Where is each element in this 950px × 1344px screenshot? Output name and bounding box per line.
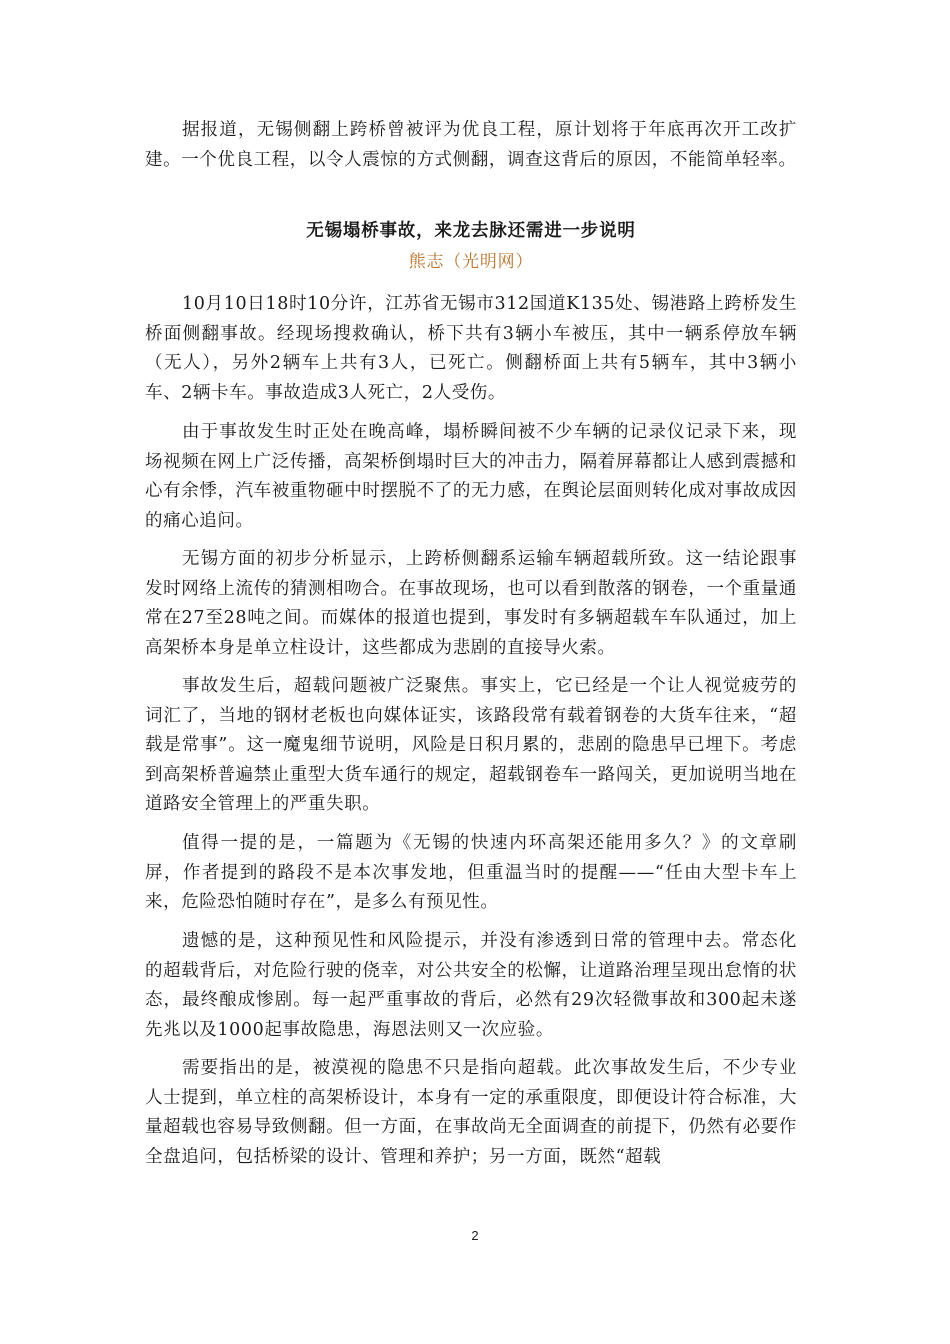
article-paragraph-7: 需要指出的是，被漠视的隐患不只是指向超载。此次事故发生后，不少专业人士提到，单立柱的高架桥设计，本身有一定的承重限度，即便设计符合标准，大量超载也容易导致侧翻。但一方面，在事故尚无全面调查的前提下，仍然有必要作全盘追问，包括桥梁的设计、管理和养护；另一方面，既然“超载 <box>145 1058 797 1167</box>
article-title: 无锡塌桥事故，来龙去脉还需进一步说明 <box>306 221 636 241</box>
intro-paragraph: 据报道，无锡侧翻上跨桥曾被评为优良工程，原计划将于年底再次开工改扩建。一个优良工程，以令人震惊的方式侧翻，调查这背后的原因，不能简单轻率。 <box>145 120 797 170</box>
article-paragraph-1: 10月10日18时10分许，江苏省无锡市312国道K135处、锡港路上跨桥发生桥面侧翻事故。经现场搜救确认，桥下共有3辆小车被压，其中一辆系停放车辆（无人），另外2辆车上共有3人，已死亡。侧翻桥面上共有5辆车，其中3辆小车、2辆卡车。事故造成3人死亡，2人受伤。 <box>145 294 797 403</box>
article-paragraph-5: 值得一提的是，一篇题为《无锡的快速内环高架还能用多久？》的文章刷屏，作者提到的路段不是本次事发地，但重温当时的提醒——“任由大型卡车上来，危险恐怕随时存在”，是多么有预见性。 <box>145 833 797 913</box>
article-paragraph-2: 由于事故发生时正处在晚高峰，塌桥瞬间被不少车辆的记录仪记录下来，现场视频在网上广泛传播，高架桥倒塌时巨大的冲击力，隔着屏幕都让人感到震撼和心有余悸，汽车被重物砸中时摆脱不了的无力感，在舆论层面则转化成对事故成因的痛心追问。 <box>145 422 797 531</box>
article-byline: 熊志（光明网） <box>408 252 534 272</box>
article-paragraph-4: 事故发生后，超载问题被广泛聚焦。事实上，它已经是一个让人视觉疲劳的词汇了，当地的钢材老板也向媒体证实，该路段常有载着钢卷的大货车往来，“超载是常事”。这一魔鬼细节说明，风险是日积月累的，悲剧的隐患早已埋下。考虑到高架桥普遍禁止重型大货车通行的规定，超载钢卷车一路闯关，更加说明当地在道路安全管理上的严重失职。 <box>145 676 797 815</box>
article-paragraph-6: 遗憾的是，这种预见性和风险提示，并没有渗透到日常的管理中去。常态化的超载背后，对危险行驶的侥幸，对公共安全的松懈，让道路治理呈现出怠惰的状态，最终酿成惨剧。每一起严重事故的背后，必然有29次轻微事故和300起未遂先兆以及1000起事故隐患，海恩法则又一次应验。 <box>145 931 797 1040</box>
page-number: 2 <box>471 1228 479 1243</box>
article-paragraph-3: 无锡方面的初步分析显示，上跨桥侧翻系运输车辆超载所致。这一结论跟事发时网络上流传的猜测相吻合。在事故现场，也可以看到散落的钢卷，一个重量通常在27至28吨之间。而媒体的报道也提到，事发时有多辆超载车车队通过，加上高架桥本身是单立柱设计，这些都成为悲剧的直接导火索。 <box>145 549 797 658</box>
